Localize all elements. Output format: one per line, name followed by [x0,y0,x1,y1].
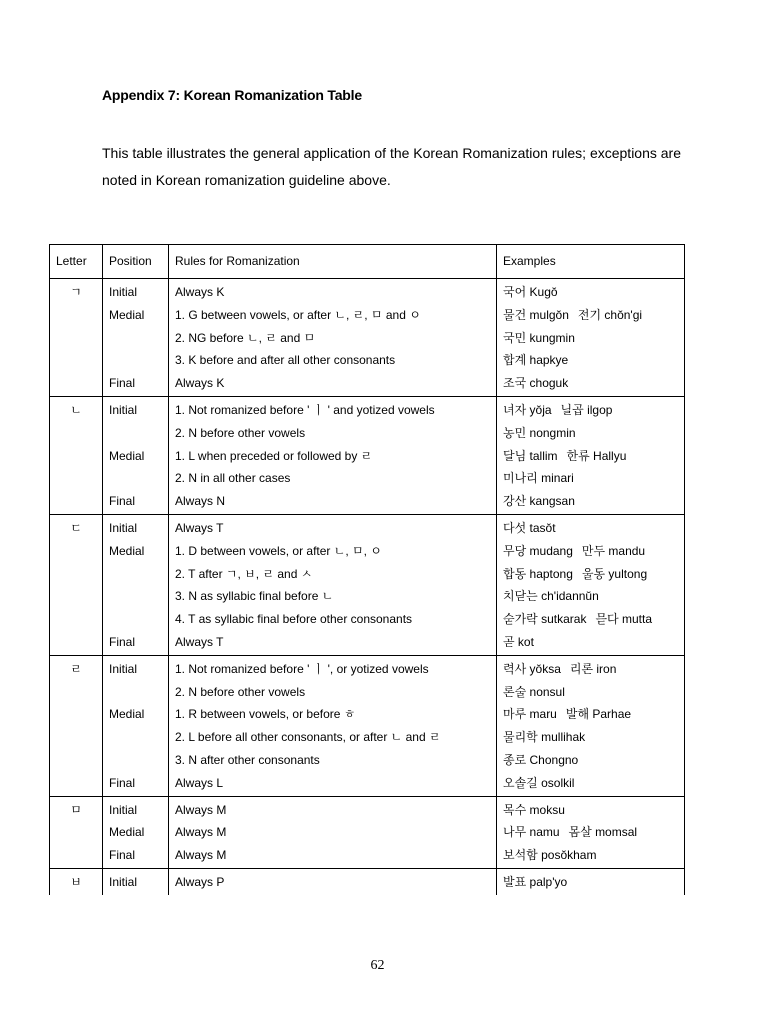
rule-cell: 2. T after ㄱ, ㅂ, ㄹ and ㅅ [169,563,497,586]
examples-cell [497,396,685,421]
examples-cell [497,372,685,396]
examples-cell [497,514,685,539]
table-row [50,467,685,490]
table-row [50,327,685,350]
example-text: 무당 mudang [503,543,573,558]
rule-cell: Always M [169,821,497,844]
page-title: Appendix 7: Korean Romanization Table [102,87,362,103]
position-cell: Medial [103,540,169,563]
position-cell: Final [103,372,169,396]
example-text: 물건 mulgŏn [503,307,569,322]
example-text: 리론 iron [569,661,617,676]
example-text: 력사 yŏksa [503,661,561,676]
rule-cell: Always T [169,631,497,655]
example-text: 전기 chŏn'gi [577,307,643,322]
letter-cell: ㄷ [50,514,103,655]
example-text: 믇다 mutta [595,612,652,627]
table-row [50,868,685,894]
examples-cell [497,304,685,327]
examples-cell [497,772,685,796]
header-rules: Rules for Romanization [169,245,497,279]
rule-cell: 2. NG before ㄴ, ㄹ and ㅁ [169,327,497,350]
position-cell [103,467,169,490]
example-text: 강산 kangsan [503,494,575,509]
examples-cell [497,608,685,631]
rule-cell: Always M [169,796,497,821]
position-cell [103,749,169,772]
table-row [50,749,685,772]
header-position: Position [103,245,169,279]
example-text: 달님 tallim [503,448,558,463]
position-cell [103,726,169,749]
header-letter: Letter [50,245,103,279]
rule-cell: 1. Not romanized before ' ㅣ ', or yotized vowels [169,655,497,680]
example-text: 울동 yultong [581,566,648,581]
table-row [50,540,685,563]
position-cell: Initial [103,279,169,304]
examples-cell [497,467,685,490]
rule-cell: Always N [169,490,497,514]
example-text: 미나리 minari [503,471,574,486]
example-text: 나무 namu [503,825,560,840]
example-text: 조국 choguk [503,376,569,391]
letter-cell: ㄱ [50,279,103,397]
header-examples: Examples [497,245,685,279]
example-text: 국어 Kugŏ [503,285,558,299]
example-text: 곧 kot [503,634,534,649]
position-cell: Medial [103,304,169,327]
table-row [50,726,685,749]
example-text: 발해 Parhae [565,707,632,722]
position-cell: Initial [103,796,169,821]
romanization-table [49,244,685,895]
position-cell [103,422,169,445]
examples-cell [497,655,685,680]
rule-cell: 3. N after other consonants [169,749,497,772]
table-row [50,490,685,514]
example-text: 닐곱 ilgop [560,402,613,417]
example-text: 몸살 momsal [568,825,638,840]
table-row [50,681,685,704]
example-text: 녀자 yŏja [503,402,552,417]
examples-cell [497,490,685,514]
rule-cell: Always P [169,868,497,894]
letter-cell: ㅁ [50,796,103,868]
example-text: 농민 nongmin [503,425,576,440]
example-text: 만두 mandu [581,543,646,558]
example-text: 다섯 tasŏt [503,520,556,535]
position-cell: Final [103,490,169,514]
position-cell: Initial [103,868,169,894]
example-text: 론술 nonsul [503,684,565,699]
letter-cell: ㅂ [50,868,103,894]
table-row [50,445,685,468]
rule-cell: 2. N before other vowels [169,422,497,445]
examples-cell [497,563,685,586]
rule-cell: 1. G between vowels, or after ㄴ, ㄹ, ㅁ and ㅇ [169,304,497,327]
position-cell [103,349,169,372]
example-text: 목수 moksu [503,802,565,817]
examples-cell [497,821,685,844]
example-text: 발표 palp'yo [503,874,568,889]
position-cell: Final [103,844,169,868]
position-cell: Final [103,631,169,655]
examples-cell [497,445,685,468]
examples-cell [497,422,685,445]
example-text: 숟가락 sutkarak [503,612,587,627]
example-text: 한류 Hallyu [566,448,627,463]
table-body [50,279,685,895]
table-row [50,563,685,586]
position-cell [103,585,169,608]
table-row [50,304,685,327]
example-text: 물리학 mullihak [503,730,586,745]
rule-cell: 1. L when preceded or followed by ㄹ [169,445,497,468]
examples-cell [497,796,685,821]
table-row [50,844,685,868]
examples-cell [497,327,685,350]
examples-cell [497,703,685,726]
position-cell [103,608,169,631]
table-row [50,279,685,304]
example-text: 국민 kungmin [503,330,575,345]
examples-cell [497,349,685,372]
position-cell: Initial [103,514,169,539]
rule-cell: 1. Not romanized before ' ㅣ ' and yotized vowels [169,396,497,421]
table-row [50,396,685,421]
table-header-row [50,245,685,279]
table-row [50,585,685,608]
letter-cell: ㄹ [50,655,103,796]
rule-cell: Always T [169,514,497,539]
position-cell: Medial [103,703,169,726]
table-row [50,655,685,680]
example-text: 합동 haptong [503,566,573,581]
letter-cell: ㄴ [50,396,103,514]
table-row [50,422,685,445]
examples-cell [497,844,685,868]
position-cell [103,681,169,704]
position-cell [103,563,169,586]
examples-cell [497,585,685,608]
examples-cell [497,631,685,655]
position-cell: Medial [103,821,169,844]
example-text: 종로 Chongno [503,752,579,767]
rule-cell: 2. N in all other cases [169,467,497,490]
example-text: 마루 maru [503,707,557,722]
intro-paragraph: This table illustrates the general application of the Korean Romanization rules; exceptions are noted in Korean romanization guideline above. [102,145,681,188]
table-row [50,821,685,844]
rule-cell: 2. N before other vowels [169,681,497,704]
table-row [50,372,685,396]
rule-cell: 2. L before all other consonants, or after ㄴ and ㄹ [169,726,497,749]
example-text: 합계 hapkye [503,353,569,368]
table-row [50,796,685,821]
examples-cell [497,726,685,749]
example-text: 오솔길 osolkil [503,775,575,790]
rule-cell: Always M [169,844,497,868]
examples-cell [497,279,685,304]
position-cell: Initial [103,396,169,421]
rule-cell: 3. K before and after all other consonants [169,349,497,372]
examples-cell [497,749,685,772]
rule-cell: Always L [169,772,497,796]
position-cell [103,327,169,350]
rule-cell: 4. T as syllabic final before other consonants [169,608,497,631]
position-cell: Initial [103,655,169,680]
table-row [50,514,685,539]
position-cell: Final [103,772,169,796]
rule-cell: Always K [169,372,497,396]
rule-cell: 1. D between vowels, or after ㄴ, ㅁ, ㅇ [169,540,497,563]
page-number: 62 [370,958,385,973]
table-row [50,608,685,631]
table-row [50,772,685,796]
table-row [50,349,685,372]
rule-cell: 3. N as syllabic final before ㄴ [169,585,497,608]
examples-cell [497,681,685,704]
rule-cell: 1. R between vowels, or before ㅎ [169,703,497,726]
rule-cell: Always K [169,279,497,304]
examples-cell [497,868,685,894]
table-row [50,703,685,726]
example-text: 보석함 posŏkham [503,848,597,863]
position-cell: Medial [103,445,169,468]
table-row [50,631,685,655]
example-text: 치닫는 ch'idannŭn [503,589,599,604]
examples-cell [497,540,685,563]
